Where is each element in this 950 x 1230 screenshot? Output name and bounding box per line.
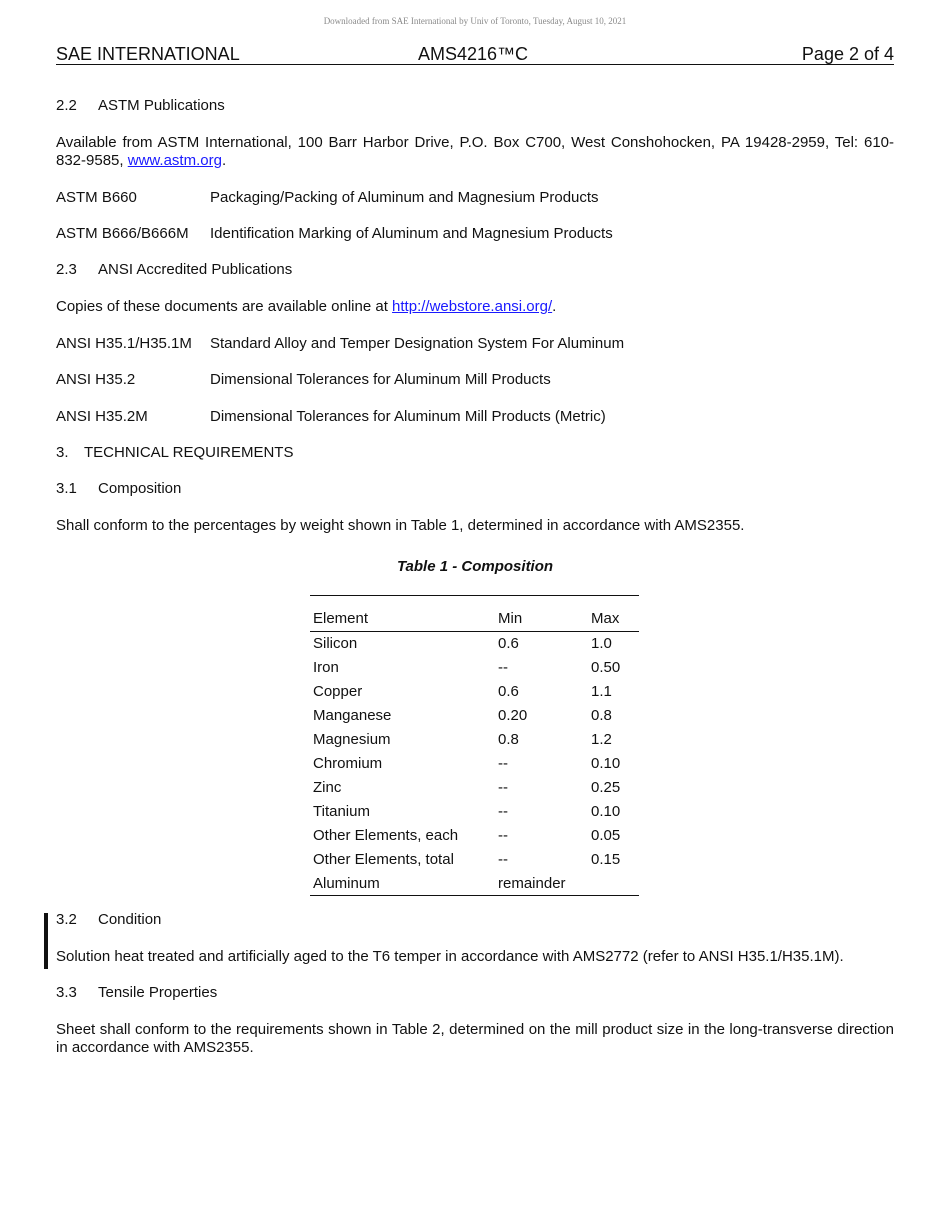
table-cell: 0.8 [498, 731, 519, 748]
table-cell: Titanium [313, 803, 370, 820]
punctuation: . [552, 298, 557, 315]
astm-link[interactable]: www.astm.org [127, 152, 222, 169]
table-cell: Iron [313, 659, 339, 676]
section-title: Tensile Properties [98, 984, 218, 1001]
table-cell: -- [498, 779, 508, 796]
table-cell: 0.50 [591, 659, 621, 676]
ref-title: Identification Marking of Aluminum and Magnesium Products [210, 225, 613, 242]
table-cell: Chromium [313, 755, 383, 772]
composition-table [310, 595, 639, 896]
section-2-3-heading [56, 261, 292, 278]
table-row [310, 776, 639, 800]
astm-availability-paragraph [56, 134, 894, 170]
section-title: ANSI Accredited Publications [98, 261, 293, 278]
composition-paragraph: Shall conform to the percentages by weight shown in Table 1, determined in accordance with AMS2355. [56, 517, 745, 534]
table-header-row [310, 596, 639, 632]
section-number: 2.2 [56, 97, 77, 114]
section-number: 3.2 [56, 911, 77, 928]
table-cell: 1.1 [591, 683, 612, 700]
header-doc-id: AMS4216™C [418, 44, 529, 64]
table-cell: Magnesium [313, 731, 391, 748]
table-row [310, 656, 639, 680]
table-row [310, 704, 639, 728]
ref-code: ANSI H35.2 [56, 371, 136, 388]
section-3-heading [56, 444, 293, 461]
table-row [310, 824, 639, 848]
ref-title: Standard Alloy and Temper Designation System For Aluminum [210, 335, 625, 352]
table-cell: -- [498, 827, 508, 844]
table-cell: 0.15 [591, 851, 621, 868]
table-cell: Other Elements, total [313, 851, 454, 868]
table-cell: Copper [313, 683, 363, 700]
section-title: ASTM Publications [98, 97, 225, 114]
section-number: 3.1 [56, 480, 77, 497]
table-cell: 0.10 [591, 755, 621, 772]
table-row [310, 800, 639, 824]
table-1-title: Table 1 - Composition [396, 558, 554, 575]
section-number: 3.3 [56, 984, 77, 1001]
astm-availability-text: Available from ASTM International, 100 Barr Harbor Drive, P.O. Box C700, West Conshohocken, PA 19428-2959, Tel: 610-832-9585, [56, 134, 894, 169]
table-cell: 0.20 [498, 707, 528, 724]
condition-paragraph: Solution heat treated and artificially aged to the T6 temper in accordance with AMS2772 (refer to ANSI H35.1/H35.1M). [56, 948, 844, 965]
column-header: Min [495, 596, 588, 632]
table-row [310, 728, 639, 752]
header-org: SAE INTERNATIONAL [56, 44, 240, 64]
section-title: Condition [98, 911, 162, 928]
ref-title: Dimensional Tolerances for Aluminum Mill Products (Metric) [210, 408, 606, 425]
column-header: Max [588, 596, 639, 632]
tensile-properties-paragraph: Sheet shall conform to the requirements shown in Table 2, determined on the mill product size in the long-transverse direction in accordance with AMS2355. [56, 1021, 894, 1056]
punctuation: . [221, 152, 227, 169]
section-3-3-heading [56, 984, 217, 1001]
ansi-webstore-link[interactable]: http://webstore.ansi.org/ [392, 298, 553, 315]
page-header [56, 44, 894, 65]
table-row [310, 848, 639, 872]
table-row [310, 680, 639, 704]
section-number: 2.3 [56, 261, 77, 278]
ref-code: ANSI H35.2M [56, 408, 148, 425]
section-title: TECHNICAL REQUIREMENTS [84, 444, 294, 461]
table-cell: remainder [495, 872, 588, 896]
table-cell: 0.6 [498, 683, 519, 700]
table-cell: Silicon [313, 635, 358, 652]
table-cell: -- [498, 659, 508, 676]
section-2-2-heading [56, 97, 225, 114]
table-cell: 0.8 [591, 707, 612, 724]
table-cell: Zinc [313, 779, 342, 796]
column-header: Element [310, 596, 495, 632]
ref-title: Dimensional Tolerances for Aluminum Mill Products [210, 371, 551, 388]
table-cell: 0.05 [591, 827, 621, 844]
section-number: 3. [56, 444, 69, 461]
table-row [310, 752, 639, 776]
ref-code: ASTM B666/B666M [56, 225, 189, 242]
revision-change-bar [44, 913, 48, 969]
ref-code: ASTM B660 [56, 189, 137, 206]
table-cell: 0.25 [591, 779, 621, 796]
ansi-copies-paragraph [56, 298, 556, 315]
section-3-2-heading [56, 911, 161, 928]
ansi-copies-text: Copies of these documents are available online at [56, 298, 393, 315]
table-cell: -- [498, 755, 508, 772]
table-row [310, 632, 639, 657]
table-cell: 0.6 [498, 635, 519, 652]
table-cell: Manganese [313, 707, 392, 724]
ref-title: Packaging/Packing of Aluminum and Magnesium Products [210, 189, 599, 206]
section-3-1-heading [56, 480, 181, 497]
table-cell: -- [498, 803, 508, 820]
table-cell: Aluminum [310, 872, 495, 896]
table-row [310, 872, 639, 896]
table-cell: 1.2 [591, 731, 612, 748]
section-title: Composition [98, 480, 182, 497]
table-cell: 1.0 [591, 635, 612, 652]
ref-code: ANSI H35.1/H35.1M [56, 335, 192, 352]
header-page-number: Page 2 of 4 [801, 44, 894, 64]
table-cell: Other Elements, each [313, 827, 459, 844]
table-cell: -- [498, 851, 508, 868]
table-cell [588, 872, 639, 896]
download-note: Downloaded from SAE International by Univ of Toronto, Tuesday, August 10, 2021 [323, 16, 627, 26]
table-cell: 0.10 [591, 803, 621, 820]
